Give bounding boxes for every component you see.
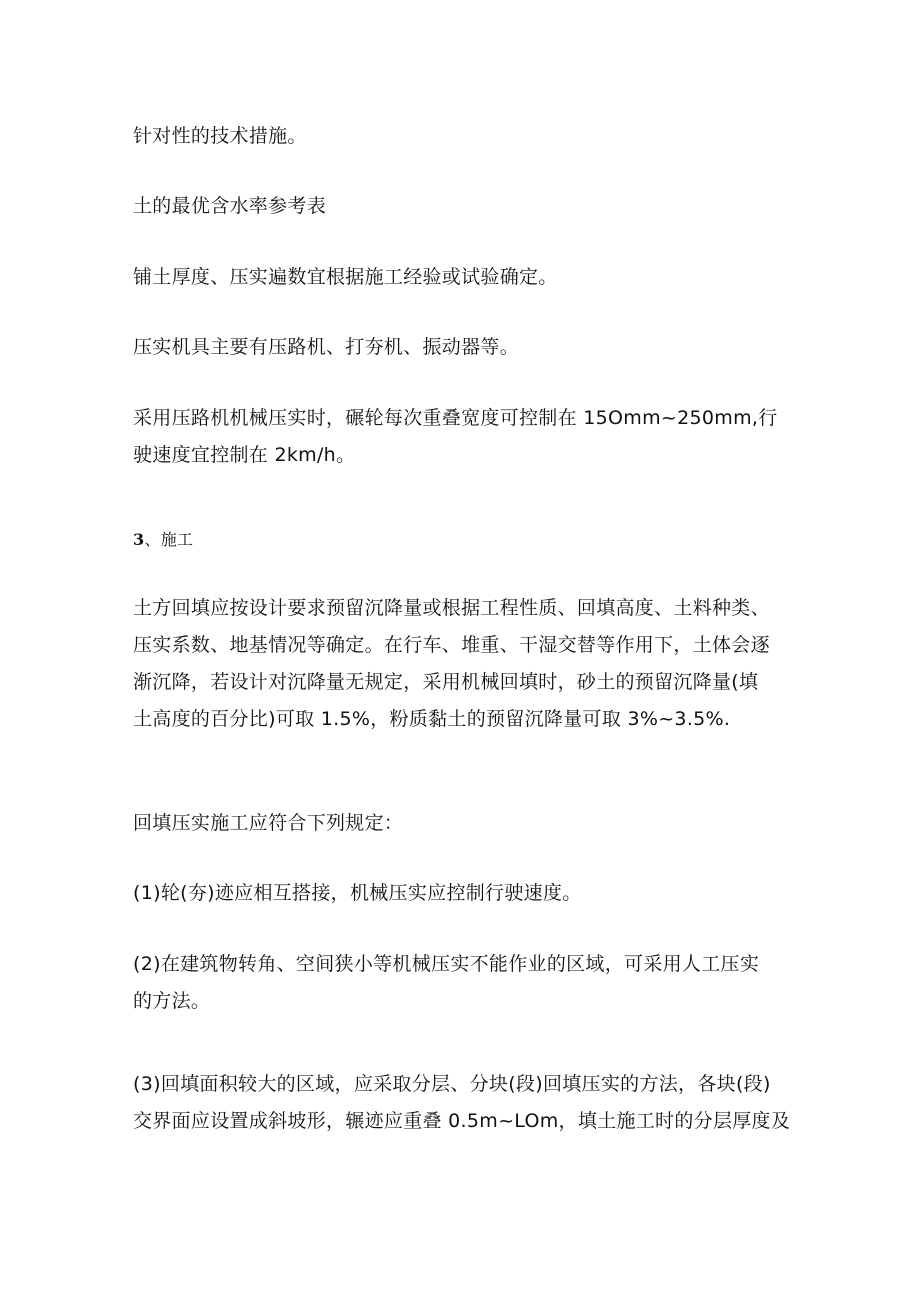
text-line: (1)轮(夯)迹应相互搭接，机械压实应控制行驶速度。 — [133, 882, 582, 904]
paragraph-layer-thickness — [133, 259, 813, 296]
text-line: 的方法。 — [133, 990, 211, 1012]
paragraph-rule-1 — [133, 875, 813, 912]
text-line: 渐沉降，若设计对沉降量无规定，采用机械回填时，砂土的预留沉降量(填 — [133, 671, 759, 693]
section-heading — [133, 528, 813, 552]
text-line: (2)在建筑物转角、空间狭小等机械压实不能作业的区域，可采用人工压实 — [133, 953, 760, 975]
paragraph-technical-measures — [133, 118, 813, 155]
text-line: 压实系数、地基情况等确定。在行车、堆重、干湿交替等作用下，土体会逐 — [133, 634, 770, 656]
text-line: 驶速度宜控制在 2km/h。 — [133, 444, 356, 466]
text-line: 铺土厚度、压实遍数宜根据施工经验或试验确定。 — [133, 266, 558, 288]
text-line: 回填压实施工应符合下列规定： — [133, 812, 404, 834]
paragraph-rule-3 — [133, 1066, 813, 1140]
text-line: 土高度的百分比)可取 1.5%，粉质黏土的预留沉降量可取 3%~3.5%. — [133, 708, 731, 730]
text-line: 采用压路机机械压实时，碾轮每次重叠宽度可控制在 15Omm~250mm,行 — [133, 407, 778, 429]
text-line: 土的最优含水率参考表 — [133, 195, 327, 217]
paragraph-rules-intro — [133, 805, 813, 842]
text-line: 土方回填应按设计要求预留沉降量或根据工程性质、回填高度、土料种类、 — [133, 597, 770, 619]
section-number: 3 — [133, 530, 145, 549]
text-line: 针对性的技术措施。 — [133, 125, 307, 147]
text-line: (3)回填面积较大的区域，应采取分层、分块(段)回填压实的方法，各块(段) — [133, 1073, 771, 1095]
paragraph-compaction-machinery — [133, 329, 813, 366]
paragraph-settlement — [133, 590, 813, 738]
paragraph-table-title — [133, 188, 813, 225]
section-title: 、施工 — [144, 530, 194, 549]
paragraph-rule-2 — [133, 946, 813, 1020]
text-line: 压实机具主要有压路机、打夯机、振动器等。 — [133, 336, 520, 358]
text-line: 交界面应设置成斜坡形，辗迹应重叠 0.5m~LOm，填土施工时的分层厚度及 — [133, 1110, 791, 1132]
paragraph-roller-compaction — [133, 400, 813, 474]
